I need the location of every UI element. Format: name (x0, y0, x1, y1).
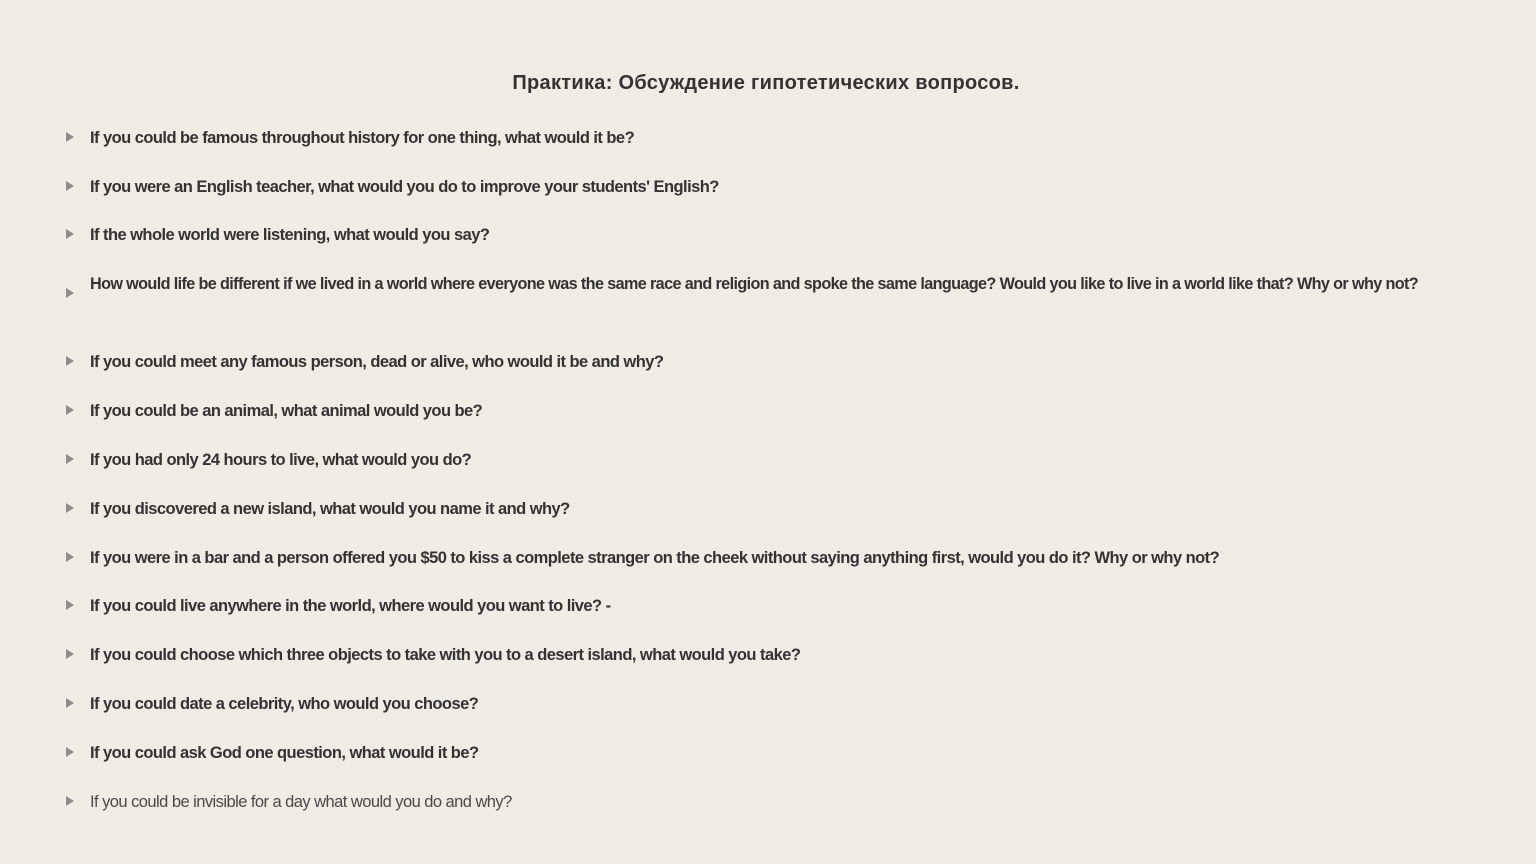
list-item (0, 499, 1536, 525)
triangle-bullet-icon (66, 454, 74, 464)
question-text: How would life be different if we lived in a world where everyone was the same race and religion and spoke the same language? Would you like to live in a world like that? Why or why not? (90, 275, 1419, 293)
question-text: If you could meet any famous person, dead or alive, who would it be and why? (90, 353, 664, 371)
slide-title: Практика: Обсуждение гипотетических вопросов. (512, 72, 1020, 94)
question-text: If you could be famous throughout history for one thing, what would it be? (90, 129, 635, 147)
list-item (0, 596, 1536, 622)
list-item (0, 645, 1536, 671)
triangle-bullet-icon (66, 132, 74, 142)
question-text: If you could live anywhere in the world, where would you want to live? - (90, 597, 611, 615)
list-item (0, 128, 1536, 154)
list-item (0, 352, 1536, 378)
triangle-bullet-icon (66, 600, 74, 610)
list-item (0, 450, 1536, 476)
question-text: If you could be invisible for a day what would you do and why? (90, 793, 512, 811)
question-text: If you could choose which three objects to take with you to a desert island, what would you take? (90, 646, 801, 664)
list-item (0, 401, 1536, 427)
question-text: If you had only 24 hours to live, what would you do? (90, 451, 472, 469)
list-item (0, 274, 1536, 300)
triangle-bullet-icon (66, 747, 74, 757)
triangle-bullet-icon (66, 552, 74, 562)
list-item (0, 548, 1536, 574)
question-text: If you could be an animal, what animal would you be? (90, 402, 483, 420)
question-text: If you could ask God one question, what would it be? (90, 744, 479, 762)
triangle-bullet-icon (66, 649, 74, 659)
list-item (0, 743, 1536, 769)
question-text: If you were in a bar and a person offered you $50 to kiss a complete stranger on the cheek without saying anything first, would you do it? Why or why not? (90, 549, 1220, 567)
triangle-bullet-icon (66, 698, 74, 708)
list-item (0, 694, 1536, 720)
list-item (0, 792, 1536, 818)
triangle-bullet-icon (66, 405, 74, 415)
triangle-bullet-icon (66, 356, 74, 366)
triangle-bullet-icon (66, 288, 74, 298)
triangle-bullet-icon (66, 503, 74, 513)
question-text: If you were an English teacher, what would you do to improve your students' English? (90, 178, 719, 196)
list-item (0, 225, 1536, 251)
triangle-bullet-icon (66, 181, 74, 191)
question-text: If the whole world were listening, what would you say? (90, 226, 490, 244)
triangle-bullet-icon (66, 796, 74, 806)
question-text: If you discovered a new island, what would you name it and why? (90, 500, 570, 518)
triangle-bullet-icon (66, 229, 74, 239)
list-item (0, 177, 1536, 203)
question-text: If you could date a celebrity, who would you choose? (90, 695, 479, 713)
